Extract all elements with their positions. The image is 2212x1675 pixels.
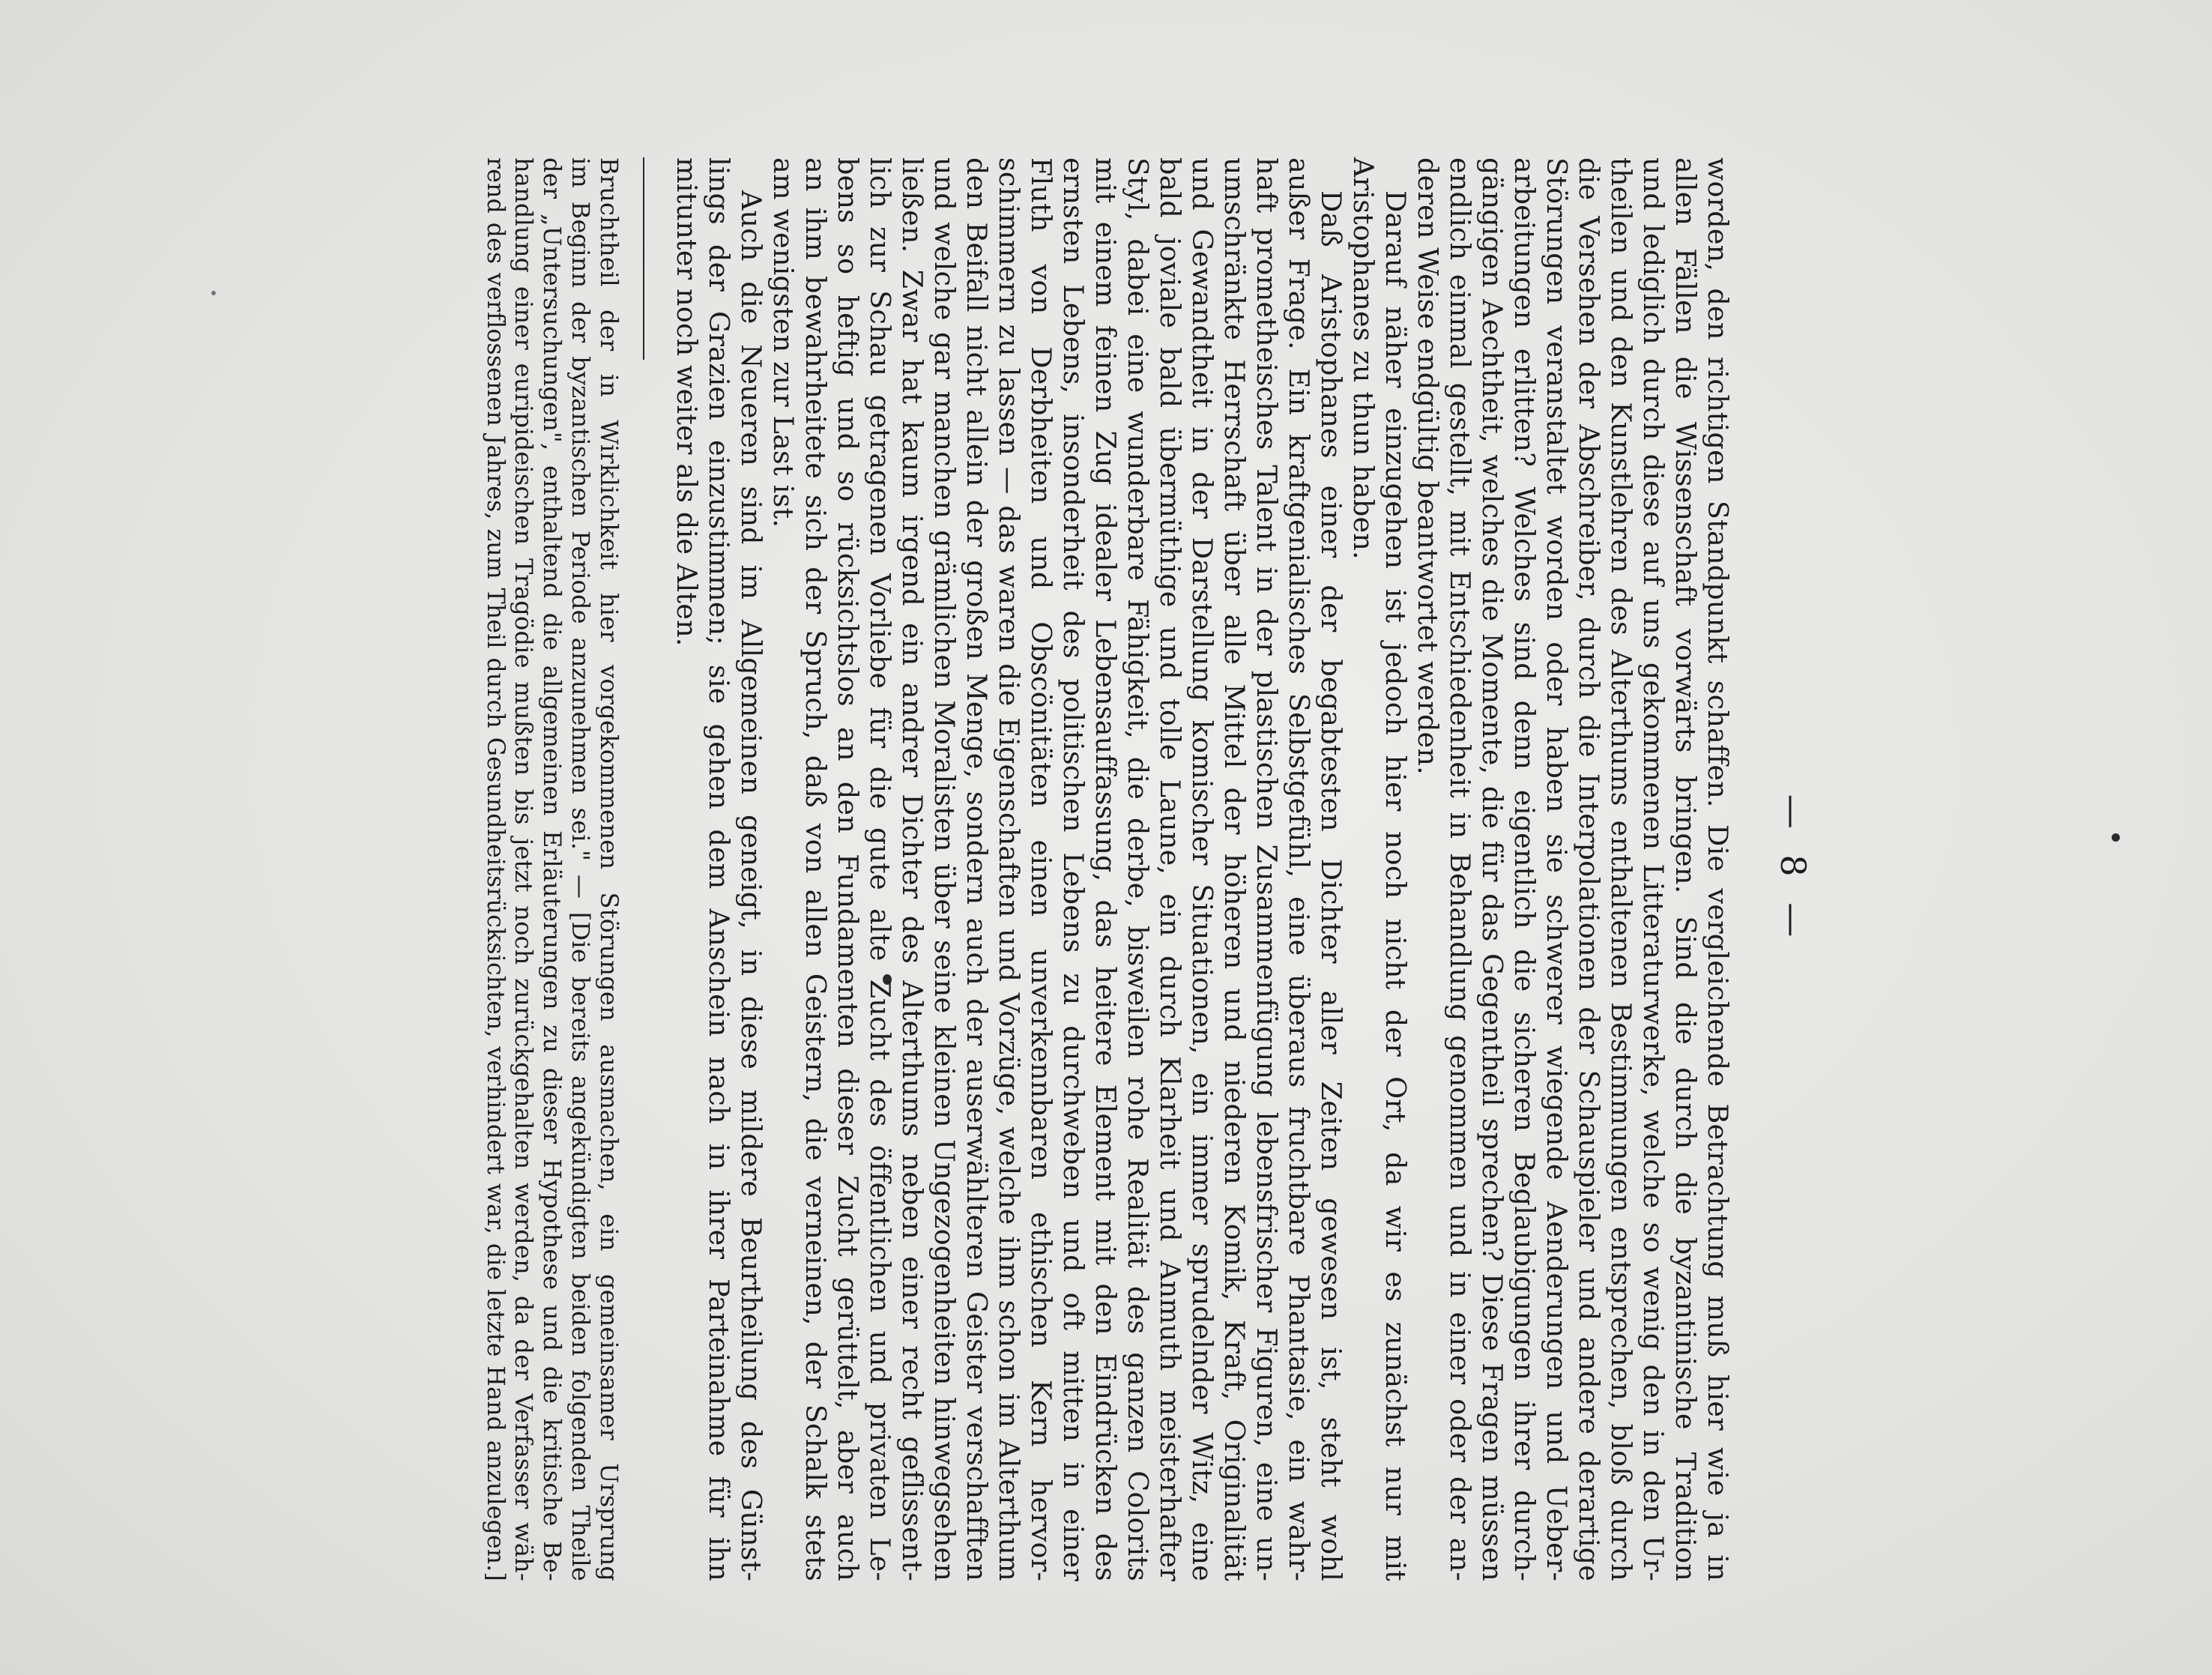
- text-line: worden, den richtigen Standpunkt schaffen. Die vergleichende Betrachtung muß hier wie ja in: [1702, 157, 1734, 1581]
- text-line: lings der Grazien einzustimmen; sie gehen dem Anschein nach in ihrer Parteinahme für ihn: [703, 157, 735, 1581]
- footnote-line: rend des verflossenen Jahres, zum Theil durch Gesundheitsrücksichten, verhindert war, die letzte Hand anzulegen.]: [482, 157, 509, 1581]
- text-line: Styl, dabei eine wunderbare Fähigkeit, die derbe, bisweilen rohe Realität des ganzen Colorits: [1122, 157, 1154, 1581]
- text-line: bens so heftig und so rücksichtslos an den Fundamenten dieser Zucht gerüttelt, aber auch: [832, 157, 864, 1581]
- text-line: deren Weise endgültig beantwortet werden.: [1412, 157, 1444, 775]
- text-line: mitunter noch weiter als die Alten.: [671, 157, 703, 647]
- text-line: mit einem feinen Zug idealer Lebensauffassung, das heitere Element mit den Eindrücken des: [1090, 157, 1122, 1581]
- text-line: Aristophanes zu thun haben.: [1347, 157, 1380, 560]
- rotated-text-page: [367, 157, 1813, 1581]
- text-line: gängigen Aechtheit, welches die Momente, die für das Gegentheil sprechen? Diese Fragen müssen: [1476, 157, 1508, 1581]
- text-line: lich zur Schau getragenen Vorliebe für die gute alte Zucht des öffentlichen und privaten Le-: [864, 157, 896, 1581]
- ink-speck: [211, 291, 216, 295]
- text-line: arbeitungen erlitten? Welches sind denn eigentlich die sicheren Beglaubigungen ihrer durch-: [1508, 157, 1541, 1581]
- text-line: die Versehen der Abschreiber, durch die Interpolationen der Schauspieler und andere derartige: [1573, 157, 1605, 1581]
- text-line: außer Frage. Ein kraftgenialisches Selbstgefühl, eine überaus fruchtbare Phantasie, ein wahr-: [1283, 157, 1315, 1581]
- page-number: — 8 —: [1773, 794, 1813, 945]
- text-line: und Gewandtheit in der Darstellung komischer Situationen, ein immer sprudelnder Witz, eine: [1186, 157, 1218, 1581]
- text-line: an ihm bewahrheitete sich der Spruch, daß von allen Geistern, die verneinen, der Schalk stets: [800, 157, 832, 1581]
- text-line: Darauf näher einzugehen ist jedoch hier noch nicht der Ort, da wir es zunächst nur mit: [1380, 190, 1412, 1581]
- text-line: Störungen veranstaltet worden oder haben sie schwerer wiegende Aenderungen und Ueber-: [1541, 157, 1573, 1581]
- text-line: den Beifall nicht allein der großen Menge, sondern auch der auserwählteren Geister verschafften: [961, 157, 993, 1581]
- text-line: haft prometheisches Talent in der plastischen Zusammenfügung lebensfrischer Figuren, eine un-: [1251, 157, 1283, 1581]
- footnote-rule: [643, 157, 644, 360]
- text-line: ernsten Lebens, insonderheit des politischen Lebens zu durchweben und oft mitten in einer: [1057, 157, 1090, 1581]
- text-line: Fluth von Derbheiten und Obscönitäten einen unverkennbaren ethischen Kern hervor-: [1025, 157, 1057, 1581]
- text-line: Daß Aristophanes einer der begabtesten Dichter aller Zeiten gewesen ist, steht wohl: [1315, 190, 1347, 1581]
- text-line: und welche gar manchen grämlichen Moralisten über seine kleinen Ungezogenheiten hinwegsehen: [928, 157, 961, 1581]
- footnote-line: der „Untersuchungen", enthaltend die allgemeinen Erläuterungen zu dieser Hypothese und die kritische Be-: [538, 157, 566, 1581]
- text-line: Auch die Neueren sind im Allgemeinen geneigt, in diese mildere Beurtheilung des Günst-: [735, 190, 767, 1581]
- text-line: endlich einmal gestellt, mit Entschiedenheit in Behandlung genommen und in einer oder der an-: [1444, 157, 1476, 1581]
- footnote-line: Bruchtheil der in Wirklichkeit hier vorgekommenen Störungen ausmachen, ein gemeinsamer Ursprung: [595, 157, 623, 1581]
- text-line: ließen. Zwar hat kaum irgend ein andrer Dichter des Alterthums neben einer recht geflissent-: [896, 157, 928, 1581]
- text-line: am wenigsten zur Last ist.: [767, 157, 800, 528]
- ink-speck: [2112, 833, 2120, 842]
- text-line: umschränkte Herrschaft über alle Mittel der höheren und niederen Komik, Kraft, Originalität: [1218, 157, 1251, 1581]
- text-line: und lediglich durch diese auf uns gekommenen Litteraturwerke, welche so wenig den in den Ur-: [1637, 157, 1669, 1581]
- text-line: theilen und den Kunstlehren des Alterthums enthaltenen Bestimmungen entsprechen, bloß durch: [1605, 157, 1637, 1581]
- text-line: allen Fällen die Wissenschaft vorwärts bringen. Sind die durch die byzantinische Tradition: [1669, 157, 1702, 1581]
- footnote-line: handlung einer euripideischen Tragödie mußten bis jetzt noch zurückgehalten werden, da der Verfasser wäh-: [510, 157, 538, 1581]
- text-line: schimmern zu lassen — das waren die Eigenschaften und Vorzüge, welche ihm schon im Alterthum: [993, 157, 1025, 1581]
- text-line: bald joviale bald übermüthige und tolle Laune, ein durch Klarheit und Anmuth meisterhafter: [1154, 157, 1186, 1581]
- footnote-line: im Beginn der byzantischen Periode anzunehmen sei." — [Die bereits angekündigten beiden folgenden Theile: [566, 157, 595, 1581]
